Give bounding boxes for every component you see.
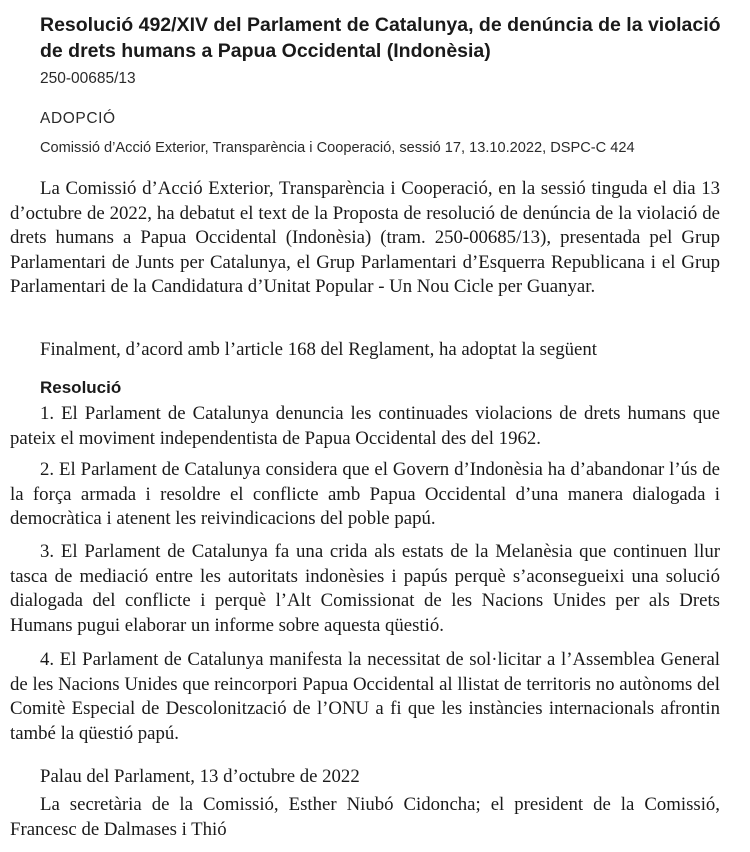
resolution-point-2: 2. El Parlament de Catalunya considera que el Govern d’Indonèsia ha d’abandonar l’ús de la força armada i resoldre el conflicte amb Papua Occidental d’una manera dialogada i democràtica i atenent les reivindicacions del poble papú.: [10, 459, 720, 530]
resolution-point-3: 3. El Parlament de Catalunya fa una crida als estats de la Melanèsia que continuen llur tasca de mediació entre les autoritats indonèsies i papús perquè s’aconsegueixi una solució dialogada del conflicte i perquè l’Alt Comissionat de les Nacions Unides per als Drets Humans pugui elaborar un informe sobre aquesta qüestió.: [10, 541, 720, 636]
committee-session-line: Comissió d’Acció Exterior, Transparència i Cooperació, sessió 17, 13.10.2022, DSPC-C 424: [40, 140, 635, 156]
adoption-paragraph: Finalment, d’acord amb l’article 168 del Reglament, ha adoptat la següent: [40, 339, 597, 360]
procedure-reference: 250-00685/13: [40, 70, 136, 87]
resolution-heading: Resolució: [40, 378, 122, 397]
intro-paragraph: La Comissió d’Acció Exterior, Transparència i Cooperació, en la sessió tinguda el dia 13 d’octubre de 2022, ha debatut el text de la Proposta de resolució de denúncia de la violació de drets humans a Papua Occidental (Indonèsia) (tram. 250-00685/13), presentada pel Grup Parlamentari de Junts per Catalunya, el Grup Parlamentari d’Esquerra Republicana i el Grup Parlamentari de la Candidatura d’Unitat Popular - Un Nou Cicle per Guanyar.: [10, 178, 720, 298]
resolution-point-4: 4. El Parlament de Catalunya manifesta la necessitat de sol·licitar a l’Assemblea General de les Nacions Unides que reincorpori Papua Occidental al llistat de territoris no autònoms del Comitè Especial de Descolonització de l’ONU a fi que les instàncies internacionals afrontin també la qüestió papú.: [10, 649, 720, 744]
resolution-title: Resolució 492/XIV del Parlament de Catalunya, de denúncia de la violació de drets humans a Papua Occidental (Indonèsia): [40, 14, 721, 62]
section-label: ADOPCIÓ: [40, 110, 116, 127]
signatories: La secretària de la Comissió, Esther Niubó Cidoncha; el president de la Comissió, Francesc de Dalmases i Thió: [10, 794, 720, 840]
resolution-point-1: 1. El Parlament de Catalunya denuncia les continuades violacions de drets humans que pateix el moviment independentista de Papua Occidental des del 1962.: [10, 403, 720, 449]
place-date: Palau del Parlament, 13 d’octubre de 2022: [40, 766, 360, 787]
